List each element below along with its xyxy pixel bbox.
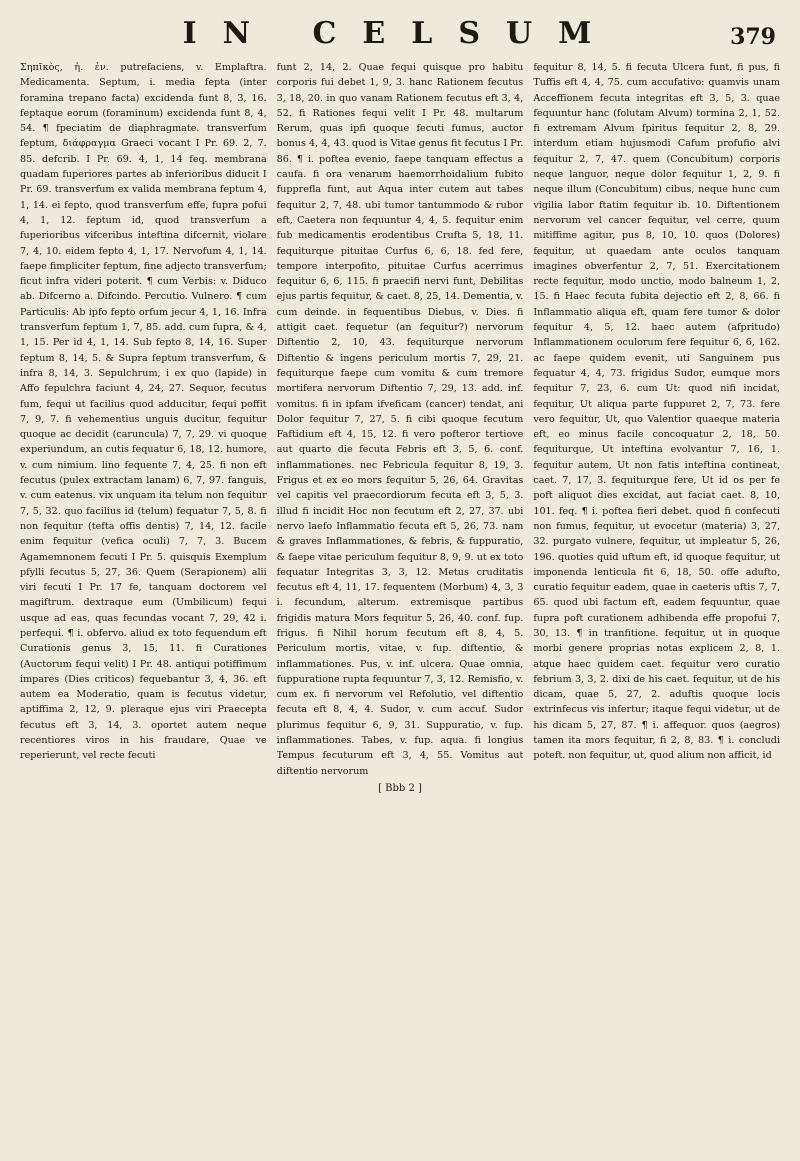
running-head: IN CELSUM <box>182 16 618 51</box>
column-text: fequitur 8, 14, 5. fi fecuta Ulcera funt, fi pus, fi Tuffis eft 4, 4, 75. cum accufativo: quamvis unam Acceffionem fecuta integritas eft 3, 5, 3. quae fequuntur hanc (folutam Alvum) tormina 2, 1, 52. fi extremam Alvum fpiritus fequitur 2, 8, 29. interdum etiam hujusmodi Cafum profufio alvi fequitur 2, 7, 47. quem (Concubitum) corporis neque languor, neque dolor fequitur 1, 2, 9. fi neque illum (Concubitum) cibus, neque hunc cum vigilia labor ftatim fequitur ib. 10. Diftentionem nervorum vel cancer fequitur, vel cerre, quum mitiffime agitur, pus 8, 10, 10. quos (Dolores) fequitur, ut quaedam ante oculos tanquam imagines obverfentur 2, 7, 51. Exercitationem recte fequitur, modo unctio, modo balneum 1, 2, 15. fi Haec fecuta fubita dejectio eft 2, 8, 66. fi Inflammatio aliqua eft, quam fere tumor & dolor fequitur 4, 5, 12. haec autem (afpritudo) Inflammationem oculorum fere fequitur 6, 6, 162. ac faepe quidem evenit, uti Sanguinem pus fequatur 4, 4, 73. frigidus Sudor, eumque mors fequitur 7, 23, 6. cum Ut: quod nifi incidat, fequitur, Ut aliqua parte fuppuret 2, 7, 73. fere vero fequitur, Ut, quo Valentior quaeque materia eft, eo minus facile concoquatur 2, 18, 50. fequiturque, Ut inteftina evolvantur 7, 16, 1. fequitur autem, Ut non fatis inteftina contineat, caet. 7, 17, 3. fequiturque fere, Ut id os per fe poft aliquot dies excidat, aut faciat caet. 8, 10, 101. feq. ¶ i. poftea fieri debet. quod fi confecuti non fumus, fequitur, ut evocetur (materia) 3, 27, 32. purgato vulnere, fequitur, ut impleatur 5, 26, 196. quoties quid uftum eft, id quoque fequitur, ut imponenda lenticula fit 6, 18, 50. offe adufto, curatio fequitur eadem, quae in caeteris uftis 7, 7, 65. quod ubi factum eft, eadem fequuntur, quae fupra poft curationem adhibenda effe propofui 7, 30, 13. ¶ in tranfitione. fequitur, ut in quoque morbi genere proprias notas explicem 2, 8, 1. atque haec quidem caet. fequitur vero curatio febrium 3, 3, 2. dixi de his caet. fequitur, ut de his dicam, quae 5, 27, 2. aduftis quoque locis extrinfecus vis infertur; itaque fequi videtur, ut de his dicam 5, 27, 87. ¶ i. affequor. quos (aegros) tamen ita mors fequitur, fi 2, 8, 83. ¶ i. concludi poteft. non fequitur, ut, quod alium non afficit, id <box>533 62 781 762</box>
text-column-left <box>20 60 267 1150</box>
text-columns <box>20 60 780 1150</box>
text-column-right <box>533 60 780 1150</box>
column-text: Σηπῖκὸς, ἡ. ἐν. putrefaciens, v. Emplaftra. Medicamenta. Septum, i. media fepta (inter foramina trepano facta) excidenda funt 8, 3, 16. feptaque eorum (foraminum) excidenda funt 8, 4, 54. ¶ fpeciatim de diaphragmate. transverfum feptum, διάφραγμα Graeci vocant I Pr. 69. 2, 7. 85. defcrib. I Pr. 69. 4, 1, 14 feq. membrana quadam fuperiores partes ab inferioribus diducit I Pr. 69. transverfum ex valida membrana feptum 4, 1, 14. ei fepto, quod transverfum effe, fupra pofui 4, 1, 12. feptum id, quod transverfum a fuperioribus vifceribus inteftina difcernit, violare 7, 4, 10. eidem fepto 4, 1, 17. Nervofum 4, 1, 14. faepe fimpliciter feptum, fine adjecto transverfum; ficut infra videri poterit. ¶ cum Verbis: v. Diduco ab. Difcerno a. Difcindo. Percutio. Vulnero. ¶ cum Particulis: Ab ipfo fepto orfum jecur 4, 1, 16. Infra transverfum feptum 1, 7, 85. add. cum fupra, & 4, 1, 15. Per id 4, 1, 14. Sub fepto 8, 14, 16. Super feptum 8, 14, 5. & Supra feptum transverfum, & infra 8, 14, 3. Sepulchrum, i ex quo (lapide) in Affo fepulchra faciunt 4, 24, 27. Sequor, fecutus fum, fequi ut facilius quod adducitur, fequi poffit 7, 9, 7. fi vehementius unguis ducitur, fequitur quoque ac decidit (caruncula) 7, 7, 29. vi quoque experiundum, an cutis fequatur 6, 18, 12. humore, v. cum nimium. lino fequente 7, 4, 25. fi non eft fecutus (pulex extractam lanam) 6, 7, 97. fanguis, v. cum eatenus. vix unquam ita telum non fequitur 7, 5, 32. quo facilius id (telum) fequatur 7, 5, 8. fi non fequitur (tefta offis dentis) 7, 14, 12. facile enim fequitur (vefica oculi) 7, 7, 3. Bucem Agamemnonem fecuti I Pr. 5. quisquis Exemplum pfylli fecutus 5, 27, 36. Quem (Serapionem) alii viri fecuti I Pr. 17 fe, tanquam doctorem vel magiftrum. dextraque eum (Umbilicum) fequi usque ad eas, quas fecundas vocant 7, 29, 42 i. perfequi. ¶ i. obfervo. aliud ex toto fequendum eft Curationis genus 3, 15, 11. fi Curationes (Auctorum fequi velit) I Pr. 48. antiqui potiffimum impares (Dies criticos) fequebantur 3, 4, 36. eft autem ea Moderatio, quam is fecutus videtur, aptiffima 2, 12, 9. pleraque ejus viri Praecepta fecutus eft 3, 14, 3. oportet autem neque recentiores viros in his fraudare, Quae ve reperierunt, vel recte fecuti <box>20 62 267 762</box>
signature-mark: [ Bbb 2 ] <box>378 782 422 794</box>
column-text: funt 2, 14, 2. Quae fequi quisque pro habitu corporis fui debet 1, 9, 3. hanc Rationem fecutus 3, 18, 20. in quo vanam Rationem fecutus eft 3, 4, 52. fi Rationes fequi velit I Pr. 48. multarum Rerum, quas ipfi quoque fecuti fumus, auctor bonus 4, 4, 43. quod is Vitae genus fit fecutus I Pr. 86. ¶ i. poftea evenio, faepe tanquam effectus a caufa. fi ora venarum haemorrhoidalium fubito fupprefla funt, aut Aqua inter cutem aut tabes fequitur 2, 7, 48. ubi tumor tantummodo & rubor eft, Caetera non fequuntur 4, 4, 5. fequitur enim fub medicamentis erodentibus Crufta 5, 18, 11. fequiturque pituitae Curfus 6, 6, 18. fed fere, tempore interpofito, pituitae Curfus acerrimus fequitur 6, 6, 115. fi praecifi nervi funt, Debilitas ejus partis fequitur, & caet. 8, 25, 14. Dementia, v. cum deinde. in fequentibus Diebus, v. Dies. fi attigit caet. fequetur (an fequitur?) nervorum Diftentio 2, 10, 43. fequiturque nervorum Diftentio & ingens periculum mortis 7, 29, 21. fequiturque faepe cum vomitu & cum tremore mortifera nervorum Diftentio 7, 29, 13. add. inf. vomitus. fi in ipfam ifveficam (cancer) tendat, ani Dolor fequitur 7, 27, 5. fi cibi quoque fecutum Faftidium eft 4, 15, 12. fi vero pofteror tertiove aut quarto die fecuta Febris eft 3, 5, 6. conf. inflammationes. nec Febricula fequitur 8, 19, 3. Frigus et ex eo mors fequitur 5, 26, 64. Gravitas vel capitis vel praecordiorum fecuta eft 3, 5, 3. illud fi incidit Hoc non fecutum eft 2, 27, 37. ubi nervo laefo Inflammatio fecuta eft 5, 26, 73. nam & graves Inflammationes, & febris, & fuppuratio, & faepe vitae periculum fequitur 8, 9, 9. ut ex toto fequatur Integritas 3, 3, 12. Metus cruditatis fecutus eft 4, 11, 17. fequentem (Morbum) 4, 3, 3 i. fecundum, alterum. extremisque partibus frigidis matura Mors fequitur 5, 26, 40. conf. fup. frigus. fi Nihil horum fecutum eft 8, 4, 5. Periculum mortis, vitae, v. fup. diftentio, & inflammationes. Pus, v. inf. ulcera. Quae omnia, fuppuratione rupta fequuntur 7, 3, 12. Remisfio, v. cum ex. fi nervorum vel Refolutio, vel diftentio fecuta eft 8, 4, 4. Sudor, v. cum accuf. Sudor plurimus fequitur 6, 9, 31. Suppuratio, v. fup. inflammationes. Tabes, v. fup. aqua. fi longius Tempus fecuturum eft 3, 4, 55. Vomitus aut diftentio nervorum <box>276 62 524 777</box>
page-header <box>20 14 780 60</box>
text-column-middle <box>277 60 524 1150</box>
page-number: 379 <box>730 24 776 50</box>
